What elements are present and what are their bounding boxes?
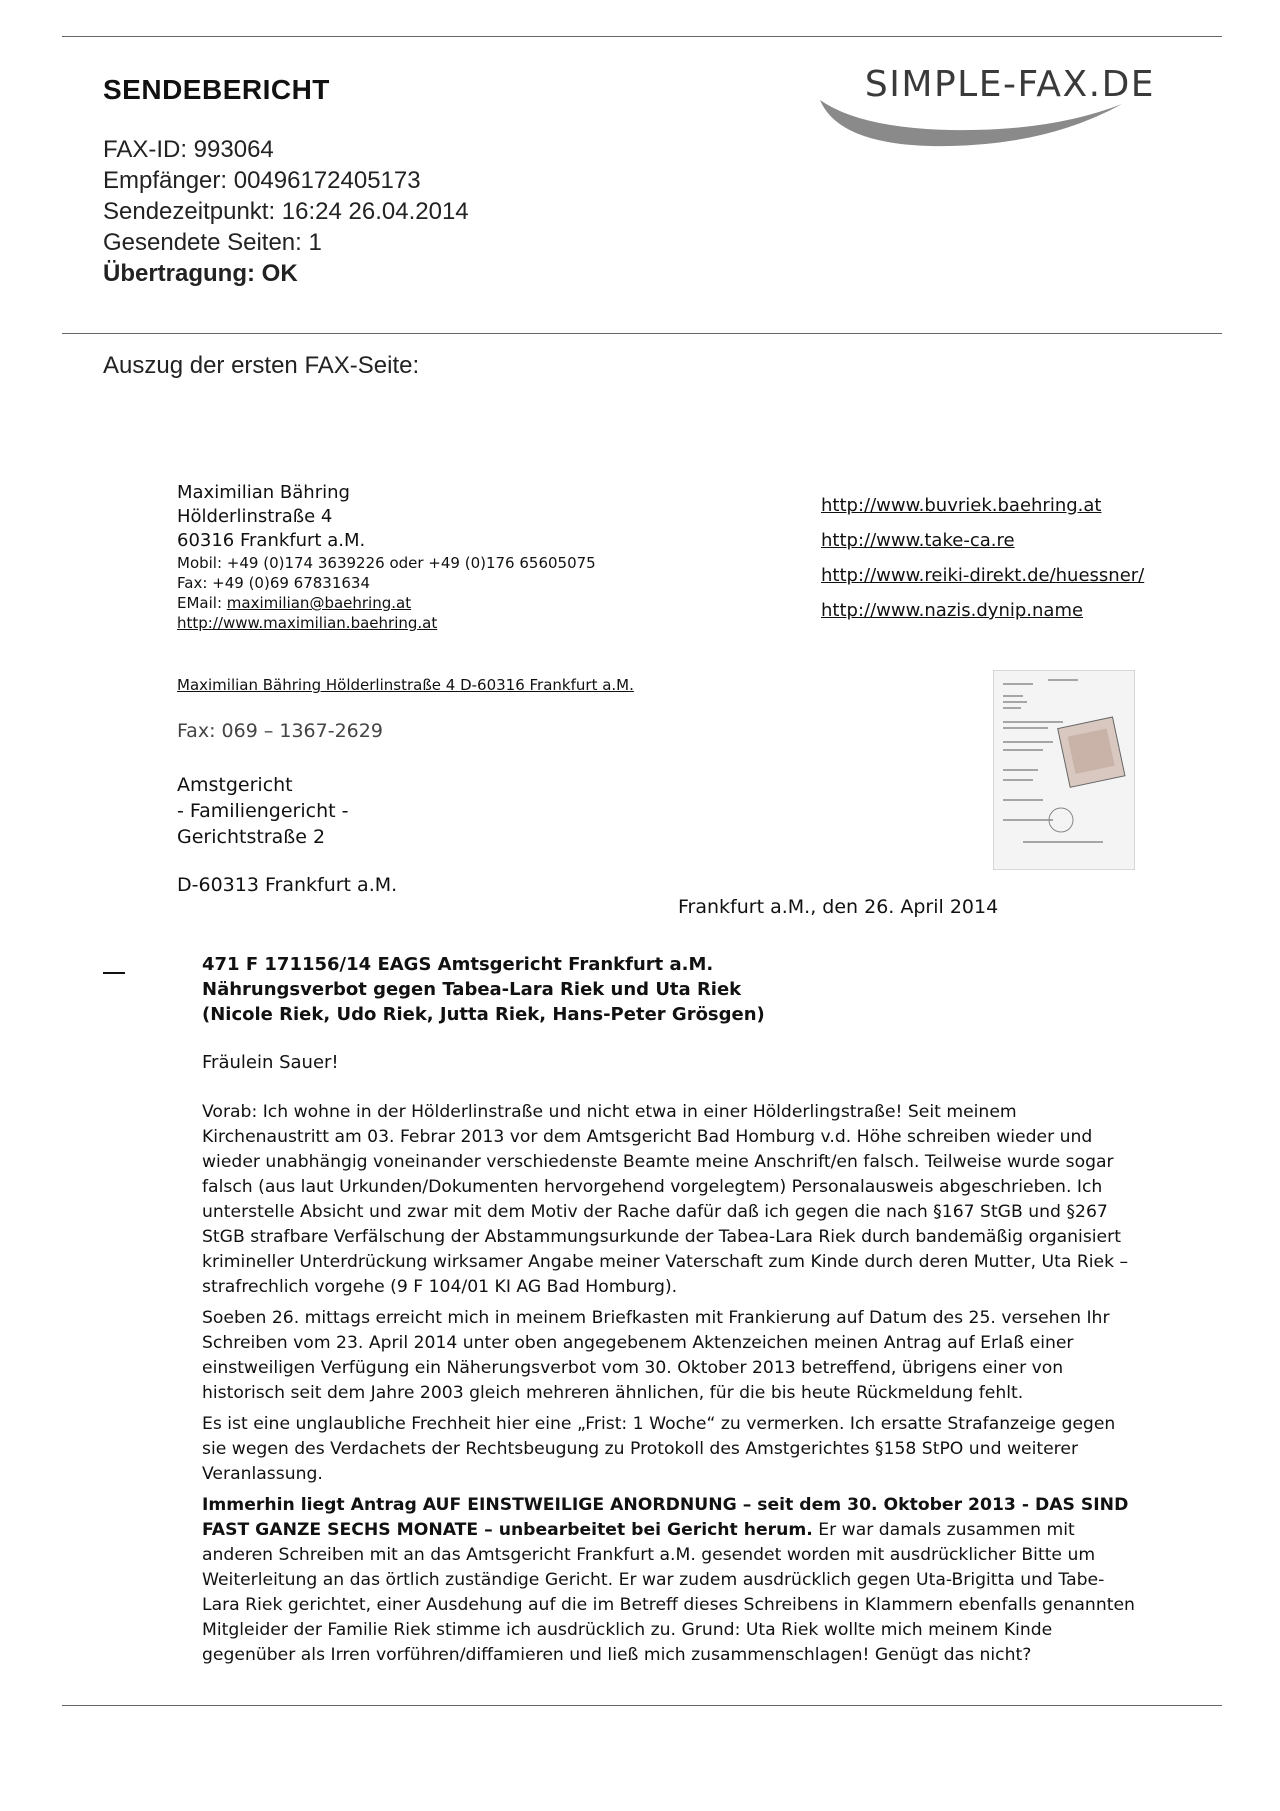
recipient-line-2: - Familiengericht - xyxy=(177,800,349,822)
fax-metadata xyxy=(103,134,469,289)
link-list xyxy=(821,488,1144,628)
link-buvriek[interactable]: http://www.buvriek.baehring.at xyxy=(821,495,1102,516)
logo-swoosh xyxy=(820,100,1122,146)
link-nazis-dynip[interactable]: http://www.nazis.dynip.name xyxy=(821,600,1084,621)
paragraph-4 xyxy=(202,1493,1137,1668)
recipient-line-3: Gerichtstraße 2 xyxy=(177,826,326,848)
sender-email-line xyxy=(177,593,596,613)
subject-line-1: 471 F 171156/14 EAGS Amtsgericht Frankfurt a.M. xyxy=(202,954,714,975)
sender-fax: Fax: +49 (0)69 67831634 xyxy=(177,574,371,592)
letter-body xyxy=(202,1100,1137,1674)
paragraph-4-rest: Er war damals zusammen mit anderen Schreiben mit an das Amtsgericht Frankfurt a.M. gesendet worden mit ausdrücklicher Bitte um Weiterleitung an das örtlich zuständige Gericht. Er war zudem ausdrücklich gegen Uta-Brigitta und Tabe-Lara Riek gerichtet, einer Ausdehung auf die im Betreff dieses Schreibens in Klammern ebenfalls genannten Mitgleider der Familie Riek stimme ich ausdrücklich zu. Grund: Uta Riek wollte mich meinem Kinde gegenüber als Irren vorführen/diffamieren und ließ mich zusammenschlagen! Genügt das nicht? xyxy=(202,1520,1135,1665)
salutation: Fräulein Sauer! xyxy=(202,1052,339,1073)
bottom-divider xyxy=(62,1705,1222,1706)
fax-recipient: Empfänger: 00496172405173 xyxy=(103,167,421,194)
date-line: Frankfurt a.M., den 26. April 2014 xyxy=(678,896,999,918)
recipient-address xyxy=(177,772,348,850)
subject-line-3: (Nicole Riek, Udo Riek, Jutta Riek, Hans-Peter Grösgen) xyxy=(202,1004,765,1025)
link-reiki-direkt[interactable]: http://www.reiki-direkt.de/huessner/ xyxy=(821,565,1145,586)
sender-city: 60316 Frankfurt a.M. xyxy=(177,530,366,551)
paragraph-1: Vorab: Ich wohne in der Hölderlinstraße und nicht etwa in einer Hölderlingstraße! Seit meinem Kirchenaustritt am 03. Febrar 2013 vor dem Amtsgericht Bad Homburg v.d. Höhe schreiben wieder und wieder unabhängig voneinander verschiedenste Beamte meine Anschrift/en falsch. Teilweise wurde sogar falsch (aus laut Urkunden/Dokumenten hervorgehend vorgelegtem) Personalausweis abgeschrieben. Ich unterstelle Absicht und zwar mit dem Motiv der Rache dafür daß ich gegen die nach §167 StGB und §267 StGB strafbare Verfälschung der Abstammungsurkunde der Tabea-Lara Riek durch bandemäßig organisiert krimineller Unterdrückung wirksamer Angabe meiner Vaterschaft zum Kinde durch deren Mutter, Uta Riek – strafrechlich vorgehe (9 F 104/01 KI AG Bad Homburg). xyxy=(202,1102,1129,1297)
simple-fax-logo xyxy=(800,58,1220,178)
excerpt-label: Auszug der ersten FAX-Seite: xyxy=(103,352,420,379)
recipient-city: D-60313 Frankfurt a.M. xyxy=(177,874,398,896)
sender-street: Hölderlinstraße 4 xyxy=(177,506,333,527)
paragraph-3: Es ist eine unglaubliche Frechheit hier eine „Frist: 1 Woche“ zu vermerken. Ich ersatte Strafanzeige gegen sie wegen des Verdachets der Rechtsbeugung zu Protokoll des Amstgerichtes §158 StPO und weiterer Veranlassung. xyxy=(202,1414,1116,1484)
report-title: SENDEBERICHT xyxy=(103,74,330,105)
sender-web-link[interactable]: http://www.maximilian.baehring.at xyxy=(177,614,438,632)
fax-pages: Gesendete Seiten: 1 xyxy=(103,229,322,256)
recipient-fax-number: Fax: 069 – 1367-2629 xyxy=(177,720,383,742)
return-address-line: Maximilian Bähring Hölderlinstraße 4 D-60316 Frankfurt a.M. xyxy=(177,676,634,694)
link-take-care[interactable]: http://www.take-ca.re xyxy=(821,530,1015,551)
recipient-line-1: Amstgericht xyxy=(177,774,293,796)
sender-mobile: Mobil: +49 (0)174 3639226 oder +49 (0)176 65605075 xyxy=(177,554,596,572)
margin-dash xyxy=(103,972,125,974)
paragraph-2: Soeben 26. mittags erreicht mich in meinem Briefkasten mit Frankierung auf Datum des 25. versehen Ihr Schreiben vom 23. April 2014 unter oben angegebenem Aktenzeichen meinen Antrag auf Erlaß einer einstweiligen Verfügung ein Näherungsverbot vom 30. Oktober 2013 betreffend, übrigens einer von historisch seit dem Jahre 2003 gleich mehreren ähnlichen, für die bis heute Rückmeldung fehlt. xyxy=(202,1308,1110,1403)
fax-status: Übertragung: OK xyxy=(103,260,298,287)
fax-send-time: Sendezeitpunkt: 16:24 26.04.2014 xyxy=(103,198,469,225)
subject-line-2: Nährungsverbot gegen Tabea-Lara Riek und Uta Riek xyxy=(202,979,742,1000)
sender-email-label: EMail: xyxy=(177,594,227,612)
paragraph-4-bold: Immerhin liegt Antrag AUF EINSTWEILIGE ANORDNUNG – seit dem 30. Oktober 2013 - DAS SIND FAST GANZE SECHS MONATE – unbearbeitet bei Gericht herum. xyxy=(202,1495,1129,1540)
section-divider xyxy=(62,333,1222,334)
top-divider xyxy=(62,36,1222,37)
scanned-document-thumbnail xyxy=(993,670,1135,870)
letter-subject xyxy=(202,952,765,1027)
fax-id: FAX-ID: 993064 xyxy=(103,136,274,163)
logo-text: SIMPLE-FAX.DE xyxy=(864,64,1156,105)
sender-block xyxy=(177,481,596,633)
sender-name: Maximilian Bähring xyxy=(177,482,350,503)
sender-email-link[interactable]: maximilian@baehring.at xyxy=(226,594,412,612)
